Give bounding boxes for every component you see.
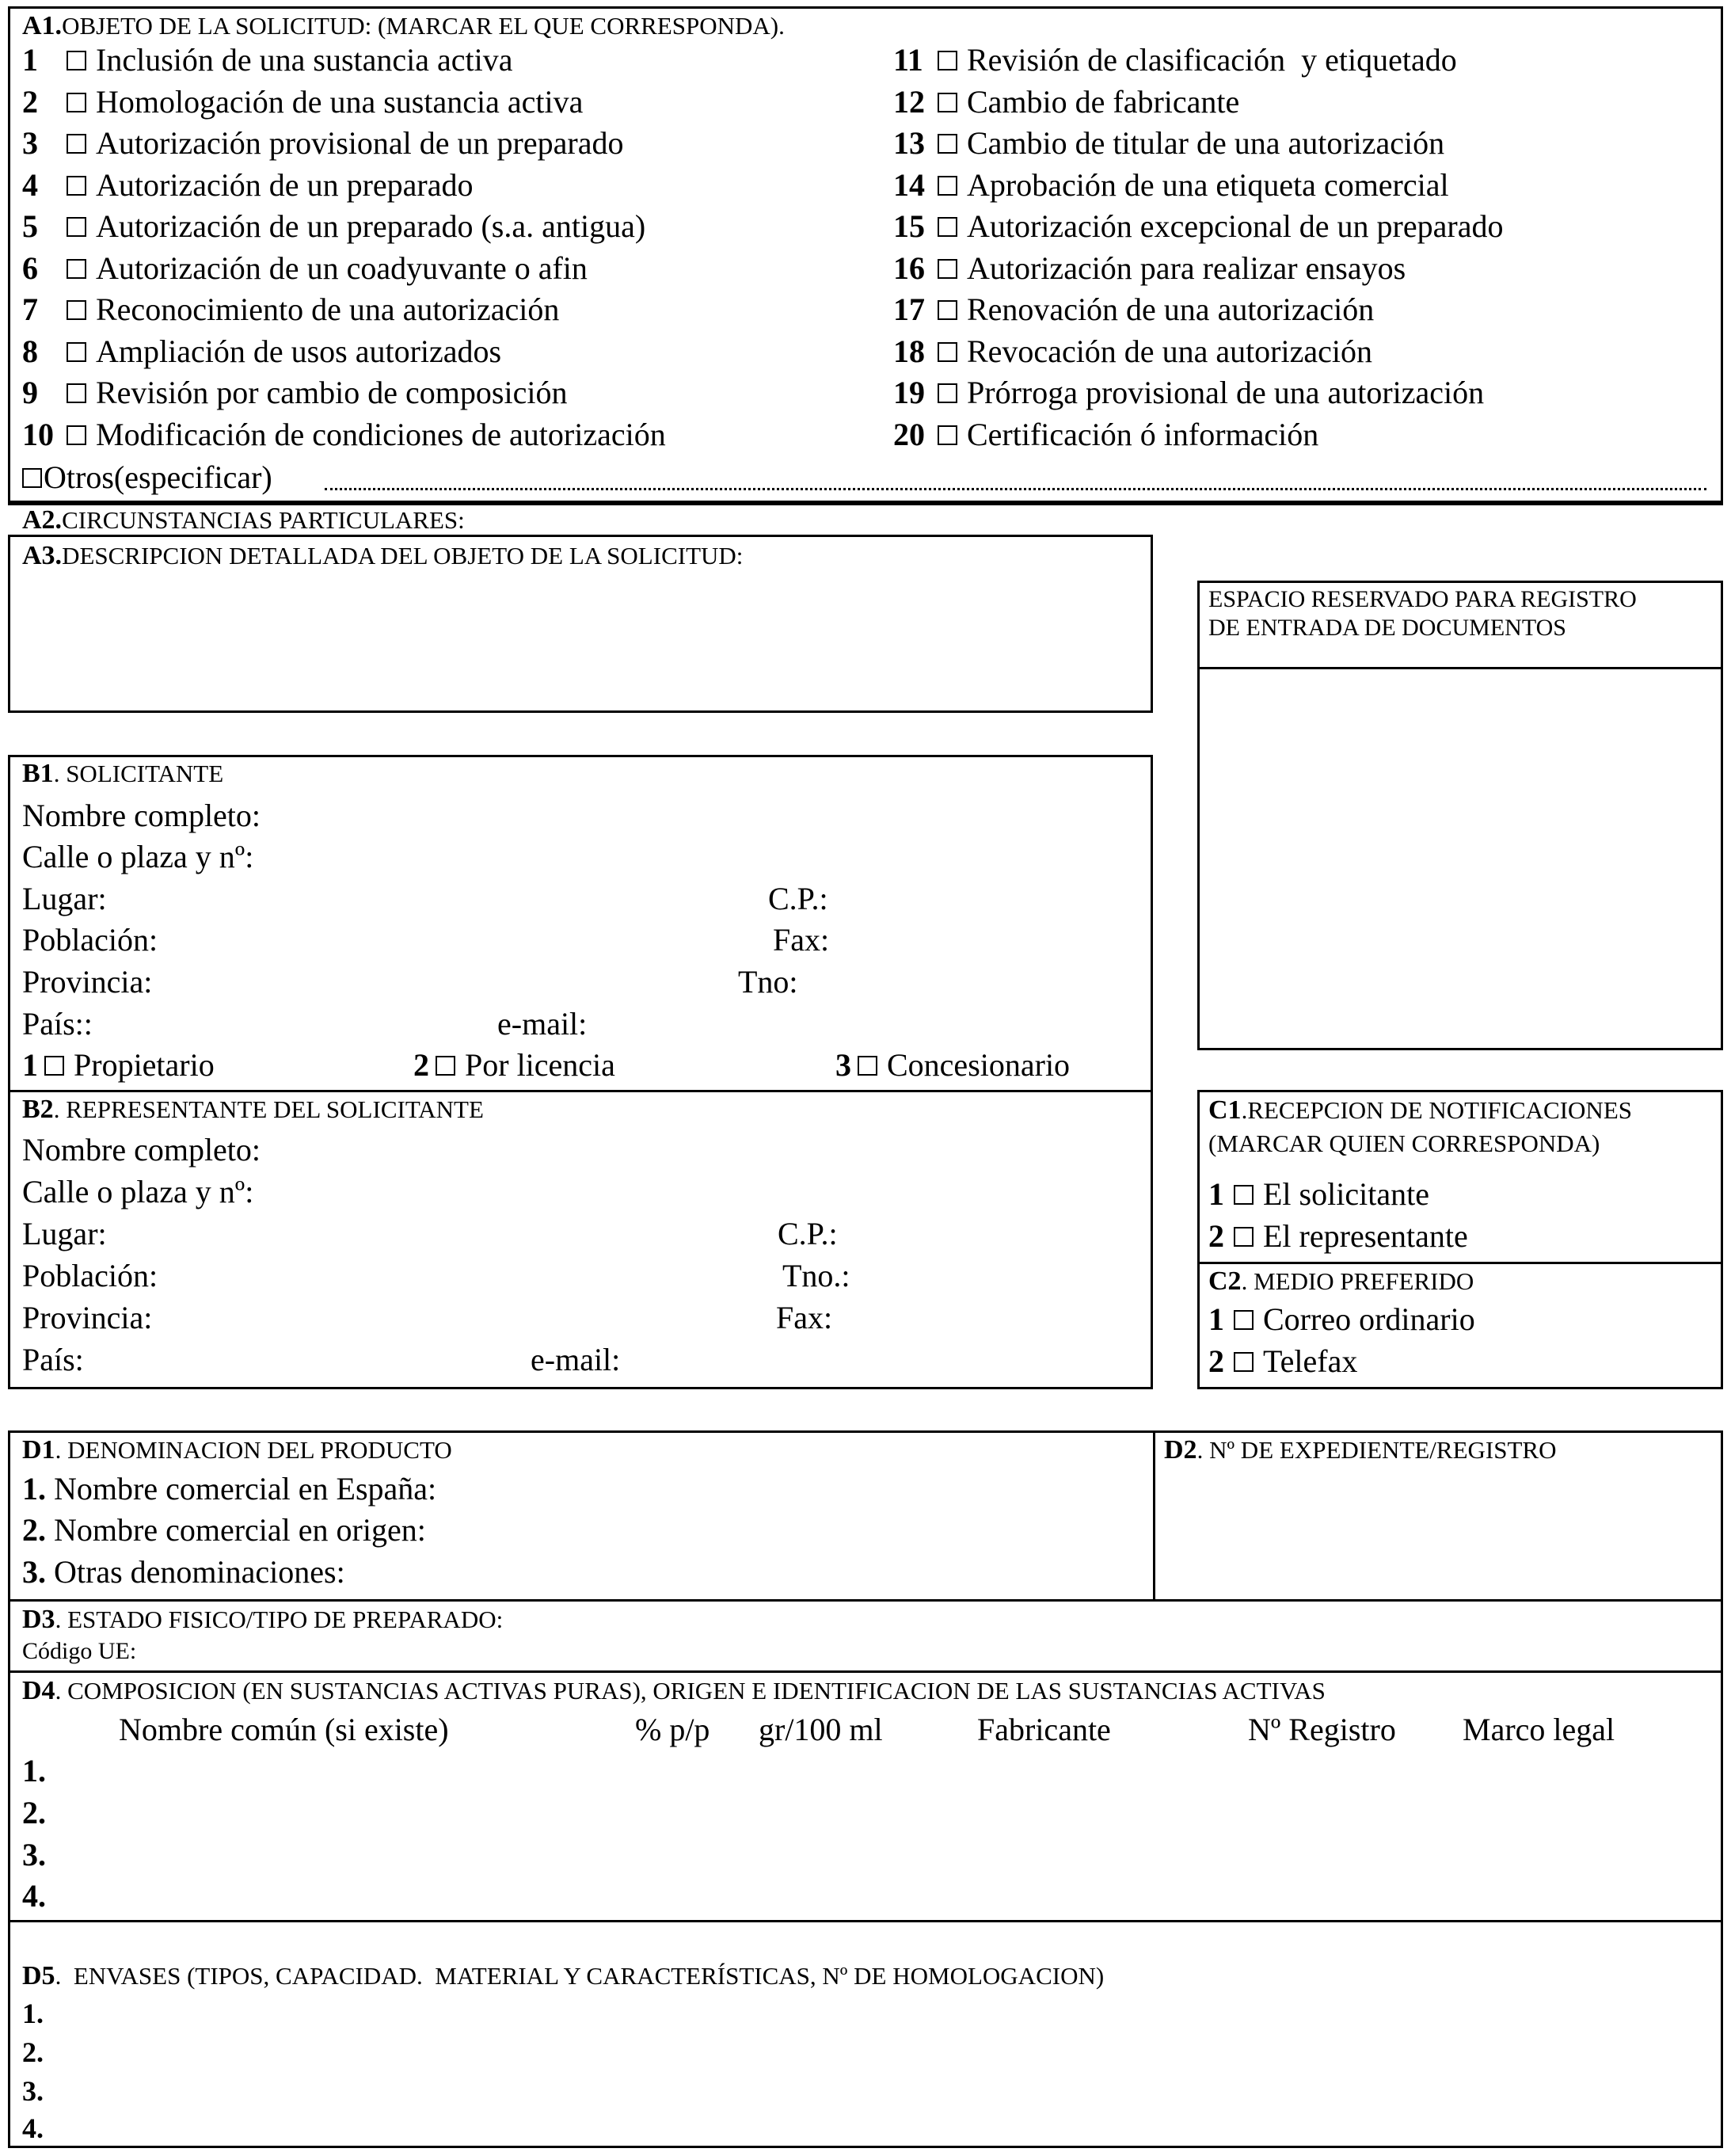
registro-box [1197, 581, 1723, 1050]
a1-right-item-16[interactable] [893, 250, 1406, 286]
checkbox[interactable] [67, 134, 86, 154]
correo-checkbox[interactable] [1234, 1310, 1254, 1330]
item-number: 2 [22, 83, 38, 120]
b1-option-concesionario[interactable] [835, 1049, 1070, 1081]
c1-opt2-num: 2 [1208, 1218, 1224, 1254]
b2-fax-label: Fax: [776, 1300, 833, 1335]
item-label: Revisión de clasificación y etiquetado [967, 42, 1457, 78]
b1-cp-label: C.P.: [768, 881, 828, 916]
item-label: Autorización excepcional de un preparado [967, 208, 1504, 244]
d5-row-1: 1. [22, 1998, 44, 2029]
checkbox[interactable] [67, 383, 86, 403]
b1-option-propietario[interactable] [22, 1049, 215, 1081]
representante-checkbox[interactable] [1234, 1227, 1254, 1247]
d2-code: D2 [1164, 1435, 1197, 1465]
checkbox[interactable] [938, 217, 957, 237]
b1-poblacion-label: Población: [22, 922, 158, 958]
b1-opt1-label: Propietario [74, 1047, 215, 1083]
b1-opt2-label: Por licencia [465, 1047, 615, 1083]
item-number: 17 [893, 291, 925, 327]
b1-opt3-label: Concesionario [887, 1047, 1071, 1083]
registro-title-line1: ESPACIO RESERVADO PARA REGISTRO [1208, 586, 1637, 612]
b1-opt3-num: 3 [835, 1047, 851, 1083]
a1-left-item-9[interactable] [22, 377, 567, 409]
d5-title: . ENVASES (TIPOS, CAPACIDAD. MATERIAL Y CARACTERÍSTICAS, Nº DE HOMOLOGACION) [55, 1962, 1105, 1990]
checkbox[interactable] [67, 217, 86, 237]
d3-header [22, 1606, 503, 1633]
a3-code: A3. [22, 541, 63, 570]
checkbox[interactable] [67, 93, 86, 112]
b1-fax-label: Fax: [773, 922, 830, 958]
d1-d2-divider [1153, 1430, 1155, 1602]
b1-title: . SOLICITANTE [53, 760, 224, 787]
a1-left-item-4[interactable] [22, 166, 474, 203]
d1-header [22, 1437, 452, 1464]
d1-l3: Otras denominaciones: [46, 1554, 345, 1590]
d4-title: . COMPOSICION (EN SUSTANCIAS ACTIVAS PURAS), ORIGEN E IDENTIFICACION DE LAS SUSTANCIAS ACTIVAS [55, 1677, 1326, 1705]
c2-divider [1197, 1262, 1723, 1264]
checkbox[interactable] [938, 259, 957, 279]
b1-provincia-label: Provincia: [22, 964, 153, 1000]
d5-row-3: 3. [22, 2075, 44, 2107]
item-number: 11 [893, 42, 923, 78]
otros-label: Otros(especificar) [44, 459, 272, 495]
d1-l2: Nombre comercial en origen: [46, 1512, 426, 1548]
d4-col-fabricante: Fabricante [977, 1712, 1111, 1747]
item-number: 13 [893, 125, 925, 161]
a1-right-item-20[interactable] [893, 416, 1319, 452]
b1-option-licencia[interactable] [413, 1049, 615, 1081]
a1-left-item-1[interactable] [22, 44, 512, 76]
item-label: Renovación de una autorización [967, 291, 1375, 327]
c2-option-correo[interactable] [1208, 1301, 1475, 1337]
c2-option-telefax[interactable] [1208, 1343, 1358, 1379]
item-number: 5 [22, 208, 38, 244]
d1-title: . DENOMINACION DEL PRODUCTO [55, 1436, 452, 1464]
d5-header [22, 1963, 1104, 1990]
c2-code: C2 [1208, 1267, 1242, 1296]
item-number: 15 [893, 208, 925, 244]
d4-row-4: 4. [22, 1878, 46, 1914]
item-number: 12 [893, 83, 925, 120]
c2-title: . MEDIO PREFERIDO [1241, 1267, 1474, 1295]
c2-opt2-label: Telefax [1263, 1343, 1358, 1379]
item-label: Inclusión de una sustancia activa [96, 42, 513, 78]
c1-opt1-label: El solicitante [1263, 1176, 1429, 1212]
d3-codigo-label: Código UE: [22, 1638, 137, 1664]
a1-left-item-3[interactable] [22, 125, 624, 161]
checkbox[interactable] [67, 176, 86, 196]
d5-divider [8, 1920, 1723, 1922]
d4-col-nombre: Nombre común (si existe) [119, 1712, 449, 1747]
a1-left-item-5[interactable] [22, 208, 646, 244]
a1-right-item-19[interactable] [893, 377, 1484, 409]
a1-header [22, 13, 785, 40]
item-label: Autorización para realizar ensayos [967, 250, 1406, 286]
checkbox[interactable] [938, 425, 957, 445]
a3-title: DESCRIPCION DETALLADA DEL OBJETO DE LA SOLICITUD: [62, 542, 744, 569]
item-number: 20 [893, 416, 925, 452]
a1-right-item-13[interactable] [893, 125, 1445, 161]
a1-left-item-6[interactable] [22, 250, 588, 286]
b2-code: B2 [22, 1095, 54, 1124]
solicitante-checkbox[interactable] [1234, 1185, 1254, 1205]
d3-code: D3 [22, 1605, 55, 1634]
b2-nombre-label: Nombre completo: [22, 1132, 261, 1168]
a1-left-item-2[interactable] [22, 83, 584, 120]
propietario-checkbox[interactable] [44, 1056, 64, 1076]
item-number: 19 [893, 375, 925, 410]
c1-opt1-num: 1 [1208, 1176, 1224, 1212]
a1-right-item-17[interactable] [893, 291, 1375, 327]
item-label: Aprobación de una etiqueta comercial [967, 166, 1449, 203]
d4-header [22, 1678, 1326, 1705]
a2-divider [8, 501, 1723, 503]
b1-opt2-num: 2 [413, 1047, 429, 1083]
otros-dotted-line[interactable] [325, 488, 1706, 490]
item-label: Homologación de una sustancia activa [96, 83, 584, 120]
c1-option-representante[interactable] [1208, 1218, 1468, 1254]
b2-cp-label: C.P.: [778, 1216, 838, 1251]
item-label: Revocación de una autorización [967, 333, 1372, 369]
a2-header [22, 507, 465, 534]
a1-left-item-7[interactable] [22, 291, 560, 327]
d1-field-origen [22, 1514, 426, 1546]
b2-pais-label: País: [22, 1342, 84, 1377]
d4-code: D4 [22, 1676, 55, 1705]
b2-lugar-label: Lugar: [22, 1216, 107, 1251]
b2-header [22, 1096, 484, 1123]
d1-field-espana [22, 1473, 436, 1505]
b1-email-label: e-mail: [497, 1006, 588, 1042]
checkbox[interactable] [938, 383, 957, 403]
checkbox[interactable] [938, 51, 957, 70]
item-number: 16 [893, 250, 925, 286]
c2-opt1-num: 1 [1208, 1301, 1224, 1337]
item-number: 8 [22, 333, 38, 369]
item-number: 18 [893, 333, 925, 369]
item-number: 1 [22, 42, 38, 78]
b1-code: B1 [22, 759, 54, 788]
d1-n2: 2. [22, 1512, 46, 1548]
a1-right-item-18[interactable] [893, 333, 1372, 369]
d5-code: D5 [22, 1961, 55, 1990]
item-number: 3 [22, 125, 38, 161]
a3-header [22, 543, 743, 569]
item-label: Ampliación de usos autorizados [96, 333, 502, 369]
b1-opt1-num: 1 [22, 1047, 38, 1083]
registro-divider [1197, 667, 1723, 669]
item-label: Autorización de un coadyuvante o afin [96, 250, 588, 286]
concesionario-checkbox[interactable] [858, 1056, 877, 1076]
d4-col-registro: Nº Registro [1248, 1712, 1396, 1747]
b1-nombre-label: Nombre completo: [22, 798, 261, 833]
b2-tno-label: Tno.: [782, 1258, 850, 1293]
d2-title: . Nº DE EXPEDIENTE/REGISTRO [1196, 1436, 1557, 1464]
a1-left-item-8[interactable] [22, 333, 502, 369]
b2-email-label: e-mail: [531, 1342, 621, 1377]
c1-opt2-label: El representante [1263, 1218, 1468, 1254]
d2-header [1164, 1437, 1556, 1464]
otros-checkbox[interactable] [22, 468, 42, 488]
b1-tno-label: Tno: [738, 964, 798, 1000]
c2-opt2-num: 2 [1208, 1343, 1224, 1379]
checkbox[interactable] [67, 342, 86, 362]
item-label: Autorización de un preparado (s.a. antigua) [96, 208, 646, 244]
a1-right-item-14[interactable] [893, 166, 1449, 203]
c1-option-solicitante[interactable] [1208, 1176, 1429, 1212]
item-number: 9 [22, 375, 38, 410]
a2-code: A2. [22, 505, 63, 535]
item-label: Modificación de condiciones de autorización [96, 416, 666, 452]
checkbox[interactable] [67, 300, 86, 320]
b1-pais-label: País:: [22, 1006, 93, 1042]
item-label: Cambio de fabricante [967, 83, 1240, 120]
d4-row-3: 3. [22, 1837, 46, 1872]
b2-divider [8, 1090, 1153, 1092]
checkbox[interactable] [67, 425, 86, 445]
checkbox[interactable] [67, 259, 86, 279]
d5-row-2: 2. [22, 2036, 44, 2068]
c1-header-line1 [1208, 1097, 1632, 1124]
a1-code: A1. [22, 11, 63, 40]
d4-col-marco: Marco legal [1463, 1712, 1615, 1747]
a1-right-item-11[interactable] [893, 44, 1457, 76]
d4-col-gr: gr/100 ml [759, 1712, 883, 1747]
d4-col-pp: % p/p [635, 1712, 710, 1747]
c1-header-line2: (MARCAR QUIEN CORRESPONDA) [1208, 1129, 1600, 1157]
d4-row-1: 1. [22, 1753, 46, 1788]
b1-header [22, 760, 223, 787]
c2-header [1208, 1268, 1474, 1295]
a1-otros [22, 459, 272, 495]
d1-n1: 1. [22, 1471, 46, 1507]
c1-title1: .RECEPCION DE NOTIFICACIONES [1241, 1096, 1632, 1124]
b2-provincia-label: Provincia: [22, 1300, 153, 1335]
d3-title: . ESTADO FISICO/TIPO DE PREPARADO: [55, 1606, 504, 1633]
c2-opt1-label: Correo ordinario [1263, 1301, 1475, 1337]
b2-calle-label: Calle o plaza y nº: [22, 1174, 254, 1209]
item-number: 4 [22, 166, 38, 203]
item-number: 14 [893, 166, 925, 203]
item-label: Certificación ó información [967, 416, 1319, 452]
d1-n3: 3. [22, 1554, 46, 1590]
item-label: Cambio de titular de una autorización [967, 125, 1445, 161]
licencia-checkbox[interactable] [436, 1056, 455, 1076]
d1-l1: Nombre comercial en España: [46, 1471, 437, 1507]
b1-lugar-label: Lugar: [22, 881, 107, 916]
checkbox[interactable] [938, 342, 957, 362]
item-number: 10 [22, 416, 54, 452]
item-label: Revisión por cambio de composición [96, 375, 568, 410]
d5-row-4: 4. [22, 2112, 44, 2144]
d4-divider [8, 1670, 1723, 1673]
d1-code: D1 [22, 1435, 55, 1465]
item-number: 6 [22, 250, 38, 286]
b2-poblacion-label: Población: [22, 1258, 158, 1293]
d4-row-2: 2. [22, 1795, 46, 1830]
d3-divider [8, 1599, 1723, 1602]
a1-left-item-10[interactable] [22, 416, 666, 452]
d1-field-otras [22, 1556, 345, 1588]
telefax-checkbox[interactable] [1234, 1352, 1254, 1372]
b1-calle-label: Calle o plaza y nº: [22, 839, 254, 874]
item-number: 7 [22, 291, 38, 327]
a1-right-item-15[interactable] [893, 208, 1504, 244]
checkbox[interactable] [67, 51, 86, 70]
item-label: Autorización de un preparado [96, 166, 474, 203]
a1-right-item-12[interactable] [893, 83, 1240, 120]
item-label: Prórroga provisional de una autorización [967, 375, 1485, 410]
checkbox[interactable] [938, 176, 957, 196]
b2-title: . REPRESENTANTE DEL SOLICITANTE [53, 1095, 484, 1123]
checkbox[interactable] [938, 134, 957, 154]
a1-title: OBJETO DE LA SOLICITUD: (MARCAR EL QUE CORRESPONDA). [62, 12, 785, 40]
a2-title: CIRCUNSTANCIAS PARTICULARES: [62, 506, 465, 534]
item-label: Reconocimiento de una autorización [96, 291, 560, 327]
item-label: Autorización provisional de un preparado [96, 125, 624, 161]
checkbox[interactable] [938, 93, 957, 112]
checkbox[interactable] [938, 300, 957, 320]
c1-code: C1 [1208, 1095, 1242, 1125]
registro-title-line2: DE ENTRADA DE DOCUMENTOS [1208, 615, 1566, 641]
